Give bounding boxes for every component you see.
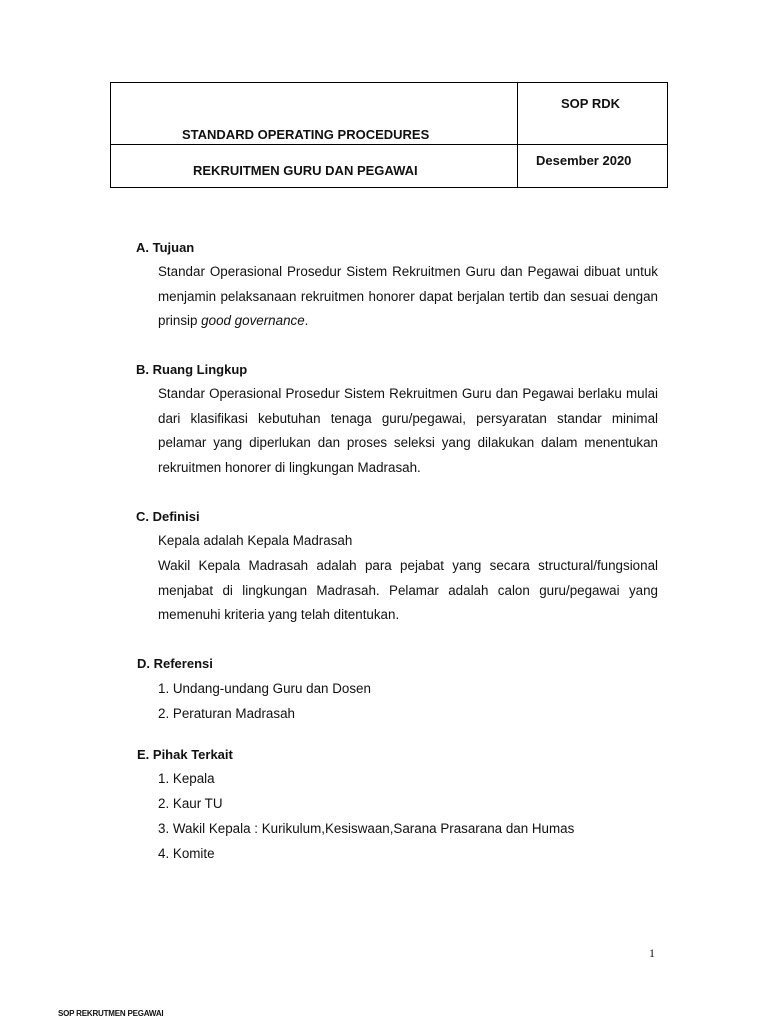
section-a-text-start: Standar Operasional Prosedur Sistem Rekruitmen Guru dan Pegawai dibuat untuk menjamin pelaksanaan rekruitmen honorer dapat berjalan tertib dan sesuai dengan prinsip: [158, 264, 658, 328]
section-e-title: E. Pihak Terkait: [137, 747, 233, 762]
header-date-cell: [518, 145, 668, 188]
header-title-cell: [111, 83, 518, 145]
section-c-line: Kepala adalah Kepala Madrasah: [158, 533, 353, 548]
section-a-text: [158, 260, 658, 334]
section-a-text-end: .: [304, 313, 309, 328]
section-b-text: Standar Operasional Prosedur Sistem Rekruitmen Guru dan Pegawai berlaku mulai dari klasifikasi kebutuhan tenaga guru/pegawai, persyaratan standar minimal pelamar yang diperlukan dan proses seleksi yang dilakukan dalam menentukan rekruitmen honorer di lingkungan Madrasah.: [158, 386, 658, 475]
page-number: 1: [649, 946, 655, 960]
section-a-text-italic: good governance: [201, 313, 305, 328]
section-d-title: D. Referensi: [137, 656, 213, 671]
section-c-title: C. Definisi: [136, 509, 200, 524]
header-subtitle-cell: [111, 145, 518, 188]
document-date: Desember 2020: [536, 153, 632, 168]
section-b-title: B. Ruang Lingkup: [136, 362, 248, 377]
sop-code: SOP RDK: [561, 96, 620, 111]
document-title: STANDARD OPERATING PROCEDURES: [182, 127, 430, 142]
footer-text: SOP REKRUTMEN PEGAWAI: [58, 1009, 164, 1018]
list-item: 2. Peraturan Madrasah: [158, 706, 295, 721]
header-code-cell: [518, 83, 668, 145]
document-subtitle: REKRUITMEN GURU DAN PEGAWAI: [193, 163, 418, 178]
header-table: [110, 82, 668, 188]
list-item: 2. Kaur TU: [158, 796, 223, 811]
list-item: 1. Kepala: [158, 771, 215, 786]
list-item: 3. Wakil Kepala : Kurikulum,Kesiswaan,Sarana Prasarana dan Humas: [158, 821, 575, 836]
section-a-title: A. Tujuan: [136, 240, 195, 255]
section-c-text: Wakil Kepala Madrasah adalah para pejabat yang secara structural/fungsional menjabat di lingkungan Madrasah. Pelamar adalah calon guru/pegawai yang memenuhi kriteria yang telah ditentukan.: [158, 558, 658, 622]
list-item: 4. Komite: [158, 846, 215, 861]
list-item: 1. Undang-undang Guru dan Dosen: [158, 681, 371, 696]
